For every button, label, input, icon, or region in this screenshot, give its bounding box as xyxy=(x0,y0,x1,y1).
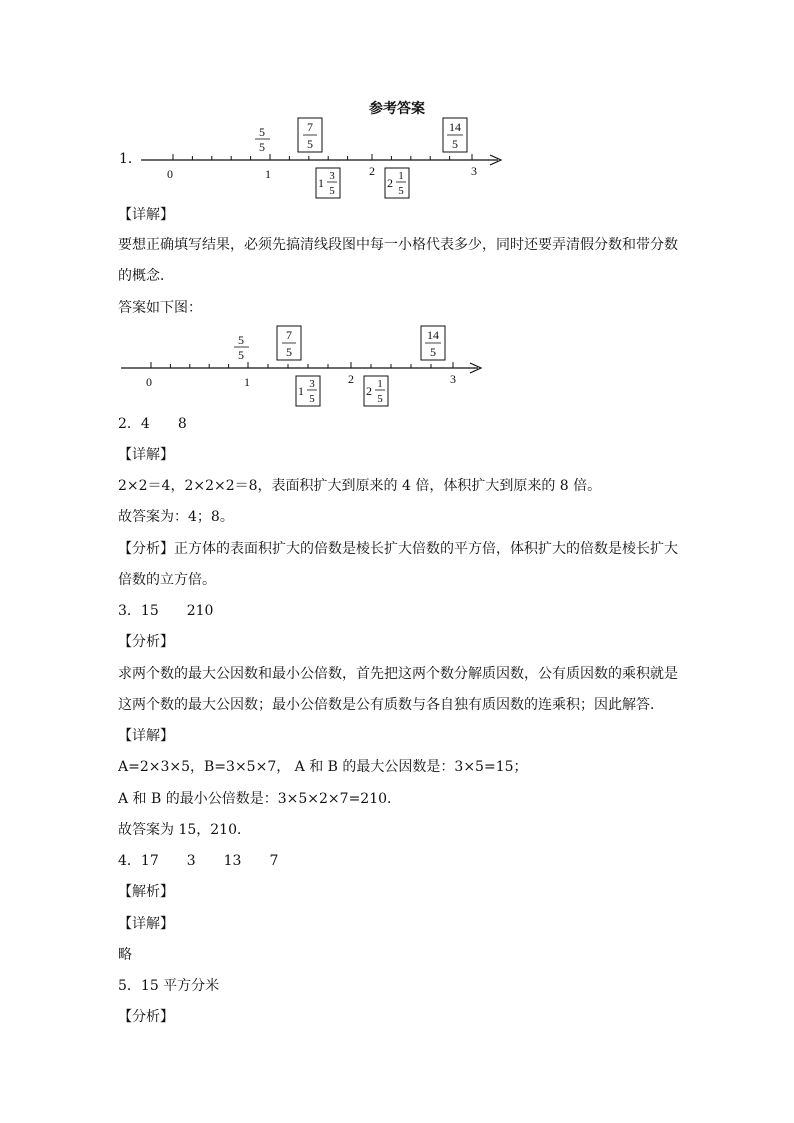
svg-text:5: 5 xyxy=(307,137,313,151)
q4-answer: 4．17 3 13 7 xyxy=(118,853,279,869)
q3-analysis-line1: 求两个数的最大公因数和最小公倍数，首先把这两个数分解质因数，公有质因数的乘积就是 xyxy=(118,666,678,682)
boxed-mixed-2-1-5 xyxy=(385,168,409,198)
q1-detail-label: 【详解】 xyxy=(118,207,174,223)
boxed-fraction-14-5 xyxy=(443,118,467,152)
q2-analysis-line1: 【分析】正方体的表面积扩大的倍数是棱长扩大倍数的平方倍，体积扩大的倍数是棱长扩大 xyxy=(118,541,678,557)
q2-detail-line1: 2×2＝4，2×2×2＝8，表面积扩大到原来的 4 倍，体积扩大到原来的 8 倍。 xyxy=(118,478,602,494)
q4-detail-label: 【详解】 xyxy=(118,916,174,932)
tick-label-0: 0 xyxy=(167,167,173,181)
svg-text:5: 5 xyxy=(238,348,244,362)
q2-answer: 2．4 8 xyxy=(118,416,187,432)
svg-text:14: 14 xyxy=(449,120,461,134)
tick-label-3: 3 xyxy=(450,372,456,386)
svg-text:5: 5 xyxy=(452,137,458,151)
number-line-ticks xyxy=(173,154,472,160)
svg-text:14: 14 xyxy=(427,328,439,342)
svg-text:5: 5 xyxy=(430,345,436,359)
q2-detail-line2: 故答案为：4；8。 xyxy=(118,509,234,525)
svg-text:3: 3 xyxy=(309,378,315,390)
svg-text:7: 7 xyxy=(286,328,292,342)
svg-text:5: 5 xyxy=(286,345,292,359)
q1-detail-line1: 要想正确填写结果，必须先搞清线段图中每一小格代表多少，同时还要弄清假分数和带分数 xyxy=(118,237,678,253)
svg-text:1: 1 xyxy=(298,384,304,398)
boxed-fraction-7-5 xyxy=(298,118,322,152)
q3-answer: 3．15 210 xyxy=(118,603,214,619)
tick-label-2: 2 xyxy=(369,164,375,178)
boxed-mixed-1-3-5 xyxy=(296,376,320,406)
tick-label-2: 2 xyxy=(348,372,354,386)
tick-label-1: 1 xyxy=(265,167,271,181)
page-title: 参考答案 xyxy=(369,101,425,117)
q1-answer-intro: 答案如下图： xyxy=(118,300,202,316)
svg-text:2: 2 xyxy=(387,176,393,190)
q3-analysis-label: 【分析】 xyxy=(118,634,174,650)
svg-text:5: 5 xyxy=(238,333,244,347)
svg-text:5: 5 xyxy=(398,185,404,197)
q3-detail-line3: 故答案为 15，210． xyxy=(118,822,251,838)
q1-detail-line2: 的概念． xyxy=(118,268,174,284)
q3-detail-label: 【详解】 xyxy=(118,728,174,744)
svg-text:7: 7 xyxy=(307,120,313,134)
svg-text:2: 2 xyxy=(366,384,372,398)
q3-detail-line1: A=2×3×5，B=3×5×7， A 和 B 的最大公因数是：3×5=15； xyxy=(118,759,528,775)
q4-analysis-label: 【解析】 xyxy=(118,884,174,900)
tick-label-3: 3 xyxy=(471,164,477,178)
tick-label-1: 1 xyxy=(244,375,250,389)
q5-answer: 5．15 平方分米 xyxy=(118,978,220,994)
svg-text:5: 5 xyxy=(259,140,265,154)
svg-text:1: 1 xyxy=(318,176,324,190)
boxed-mixed-2-1-5 xyxy=(364,376,388,406)
q3-detail-line2: A 和 B 的最小公倍数是：3×5×2×7=210． xyxy=(118,791,402,807)
q2-analysis-line2: 倍数的立方倍。 xyxy=(118,572,216,588)
number-line-top xyxy=(0,110,794,206)
tick-label-0: 0 xyxy=(146,375,152,389)
svg-text:5: 5 xyxy=(309,393,315,405)
number-line-answer xyxy=(0,320,794,412)
q5-analysis-label: 【分析】 xyxy=(118,1009,174,1025)
q1-number: 1． xyxy=(119,151,142,167)
svg-text:3: 3 xyxy=(329,170,335,182)
fraction-5-5 xyxy=(255,125,270,154)
svg-text:1: 1 xyxy=(377,378,383,390)
q2-detail-label: 【详解】 xyxy=(118,447,174,463)
boxed-fraction-14-5 xyxy=(421,326,445,360)
svg-text:5: 5 xyxy=(329,185,335,197)
fraction-5-5 xyxy=(234,333,249,362)
svg-text:5: 5 xyxy=(259,125,265,139)
svg-text:1: 1 xyxy=(398,170,404,182)
q4-detail-line1: 略 xyxy=(118,947,132,963)
boxed-fraction-7-5 xyxy=(277,326,301,360)
q3-analysis-line2: 这两个数的最大公因数；最小公倍数是公有质数与各自独有质因数的连乘积；因此解答． xyxy=(118,697,664,713)
svg-text:5: 5 xyxy=(377,393,383,405)
boxed-mixed-1-3-5 xyxy=(316,168,340,198)
number-line-ticks xyxy=(151,362,453,368)
